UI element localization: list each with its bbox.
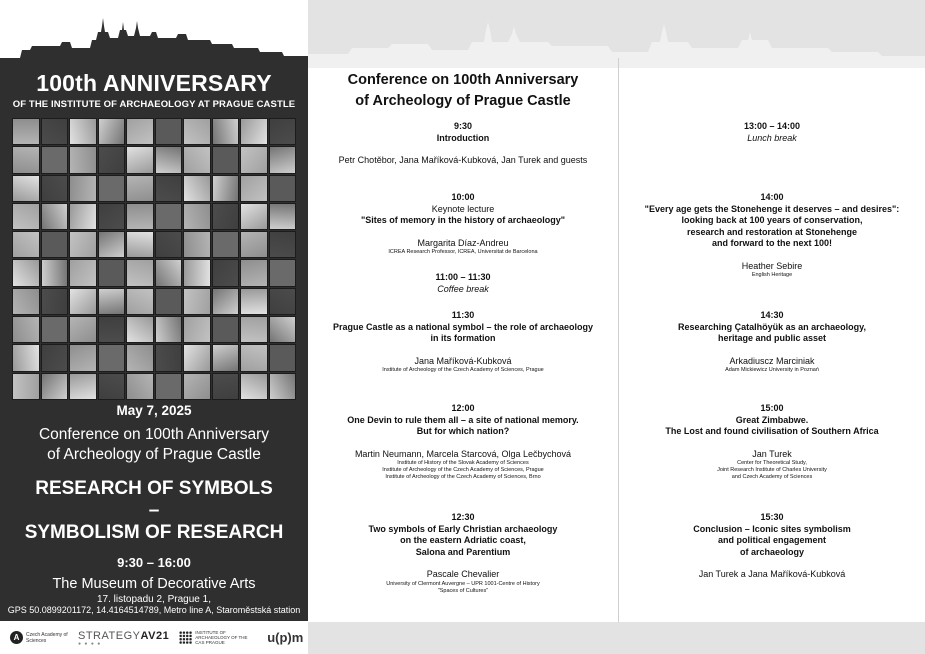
mosaic-photo-tile xyxy=(269,118,297,145)
break-label: Lunch break xyxy=(747,132,797,143)
session-title: Two symbols of Early Christian archaeology xyxy=(368,523,558,534)
mosaic-photo-tile xyxy=(126,259,154,286)
mosaic-photo-tile xyxy=(155,175,183,202)
speaker-name: Heather Sebire xyxy=(741,260,803,271)
mosaic-photo-tile xyxy=(41,203,69,230)
mosaic-photo-tile xyxy=(12,373,40,400)
venue-name: The Museum of Decorative Arts xyxy=(52,576,256,592)
session-time: 14:30 xyxy=(760,310,784,320)
program-item xyxy=(619,310,925,374)
mosaic-photo-tile xyxy=(155,118,183,145)
mosaic-photo-tile xyxy=(12,175,40,202)
mosaic-photo-tile xyxy=(240,231,268,258)
program-item xyxy=(308,121,618,167)
cas-logo-text: Czech Academy of Sciences xyxy=(26,631,68,644)
venue-address: 17. listopadu 2, Prague 1, xyxy=(97,594,211,605)
mosaic-photo-tile xyxy=(98,175,126,202)
session-title: "Sites of memory in the history of archaeology" xyxy=(360,215,566,225)
speaker-affiliation: English Heritage xyxy=(751,272,793,278)
mosaic-photo-tile xyxy=(183,175,211,202)
mosaic-photo-tile xyxy=(41,344,69,371)
conference-name-line1: Conference on 100th Anniversary xyxy=(38,426,270,443)
mosaic-photo-tile xyxy=(240,316,268,343)
speaker-name: Jan Turek xyxy=(752,448,792,459)
mosaic-photo-tile xyxy=(212,175,240,202)
mosaic-photo-tile xyxy=(183,288,211,315)
mosaic-photo-tile xyxy=(69,231,97,258)
mosaic-photo-tile xyxy=(240,146,268,173)
speaker-affiliation: Joint Research Institute of Charles University xyxy=(717,467,827,473)
session-title: heritage and public asset xyxy=(717,333,827,343)
program-item xyxy=(619,121,925,144)
program-item xyxy=(308,512,618,595)
mosaic-photo-tile xyxy=(183,316,211,343)
session-time: 12:30 xyxy=(451,512,475,522)
mosaic-photo-tile xyxy=(12,316,40,343)
mosaic-photo-tile xyxy=(212,344,240,371)
mosaic-photo-tile xyxy=(183,118,211,145)
mosaic-photo-tile xyxy=(155,203,183,230)
mosaic-photo-tile xyxy=(126,373,154,400)
session-time: 15:00 xyxy=(760,403,784,413)
photo-mosaic xyxy=(12,118,296,400)
venue-gps: GPS 50.0899201172, 14.4164514789, Metro line A, Staroměstská station xyxy=(7,605,301,615)
mosaic-photo-tile xyxy=(212,118,240,145)
mosaic-photo-tile xyxy=(240,118,268,145)
mosaic-photo-tile xyxy=(183,146,211,173)
mosaic-photo-tile xyxy=(269,344,297,371)
speaker-affiliation: Adam Mickiewicz University in Poznań xyxy=(725,367,819,373)
break-label: Coffee break xyxy=(437,283,489,294)
session-title: on the eastern Adriatic coast, xyxy=(400,535,526,545)
mosaic-photo-tile xyxy=(41,373,69,400)
mosaic-photo-tile xyxy=(98,231,126,258)
program-panel xyxy=(308,0,925,654)
mosaic-photo-tile xyxy=(41,146,69,173)
mosaic-photo-tile xyxy=(155,259,183,286)
session-title: research and restoration at Stonehenge xyxy=(686,226,858,237)
mosaic-photo-tile xyxy=(240,203,268,230)
anniversary-title: 100th ANNIVERSARY xyxy=(36,70,272,96)
session-title: in its formation xyxy=(430,333,496,343)
anniversary-subtitle: OF THE INSTITUTE OF ARCHAEOLOGY AT PRAGUE CASTLE xyxy=(12,99,296,110)
speaker-affiliation: ICREA Research Professor, ICREA, Universitat de Barcelona xyxy=(388,249,538,255)
mosaic-photo-tile xyxy=(69,373,97,400)
speaker-affiliation: Center for Theoretical Study, xyxy=(737,460,807,466)
session-title: The Lost and found civilisation of Southern Africa xyxy=(665,426,879,436)
program-item xyxy=(619,512,925,581)
program-item xyxy=(619,192,925,279)
speaker-name: Jana Maříková-Kubková xyxy=(414,355,512,366)
mosaic-photo-tile xyxy=(269,316,297,343)
czech-academy-logo xyxy=(10,631,68,644)
mosaic-photo-tile xyxy=(41,288,69,315)
mosaic-photo-tile xyxy=(41,259,69,286)
partner-logos xyxy=(0,621,308,654)
arub-dot-grid-icon xyxy=(179,631,192,644)
speaker-name: Margarita Díaz-Andreu xyxy=(417,237,509,248)
mosaic-photo-tile xyxy=(212,373,240,400)
speaker-affiliation: University of Clermont Auvergne – UPR 1001-Centre of History xyxy=(386,580,540,587)
speaker-affiliation: Institute of Archeology of the Czech Academy of Sciences, Prague xyxy=(382,467,544,473)
speaker-affiliation: Institute of History of the Slovak Academy of Sciences xyxy=(397,460,529,466)
session-title: Keynote lecture xyxy=(431,203,495,214)
mosaic-photo-tile xyxy=(269,288,297,315)
mosaic-photo-tile xyxy=(212,316,240,343)
mosaic-photo-tile xyxy=(12,118,40,145)
session-title: Introduction xyxy=(436,132,490,143)
mosaic-photo-tile xyxy=(12,146,40,173)
program-bottom-band xyxy=(308,622,925,654)
mosaic-photo-tile xyxy=(183,373,211,400)
mosaic-photo-tile xyxy=(12,259,40,286)
faded-skyline-icon xyxy=(308,20,925,68)
mosaic-photo-tile xyxy=(98,118,126,145)
mosaic-photo-tile xyxy=(212,203,240,230)
speaker-name: Petr Chotěbor, Jana Maříková-Kubková, Jan Turek and guests xyxy=(338,155,588,165)
program-item xyxy=(308,272,618,295)
program-item xyxy=(308,310,618,374)
session-title: Conclusion – Iconic sites symbolism xyxy=(693,523,851,534)
mosaic-photo-tile xyxy=(212,146,240,173)
mosaic-photo-tile xyxy=(212,259,240,286)
mosaic-photo-tile xyxy=(69,175,97,202)
mosaic-photo-tile xyxy=(98,288,126,315)
conference-name-line2: of Archeology of Prague Castle xyxy=(47,446,261,463)
mosaic-photo-tile xyxy=(155,316,183,343)
mosaic-photo-tile xyxy=(12,344,40,371)
session-title: One Devin to rule them all – a site of national memory. xyxy=(347,414,579,425)
mosaic-photo-tile xyxy=(183,231,211,258)
mosaic-photo-tile xyxy=(155,146,183,173)
session-title: "Every age gets the Stonehenge it deserves – and desires": xyxy=(644,203,900,214)
mosaic-photo-tile xyxy=(12,288,40,315)
mosaic-photo-tile xyxy=(126,175,154,202)
speaker-affiliation: Institute of Archeology of the Czech Academy of Sciences, Prague xyxy=(382,367,544,373)
prague-castle-skyline-icon xyxy=(0,18,308,73)
mosaic-photo-tile xyxy=(183,344,211,371)
session-title: and forward to the next 100! xyxy=(711,238,833,248)
session-title: But for which nation? xyxy=(416,426,510,436)
mosaic-photo-tile xyxy=(269,373,297,400)
mosaic-photo-tile xyxy=(41,118,69,145)
program-title-line2: of Archeology of Prague Castle xyxy=(355,93,571,109)
speaker-affiliation: and Czech Academy of Sciences xyxy=(731,474,813,480)
session-time: 12:00 xyxy=(451,403,475,413)
strategy-logo-text: STRATEGY xyxy=(78,629,141,642)
mosaic-photo-tile xyxy=(240,344,268,371)
mosaic-photo-tile xyxy=(12,203,40,230)
mosaic-photo-tile xyxy=(98,344,126,371)
strategy-logo-bold: AV21 xyxy=(140,629,170,642)
session-title: Prague Castle as a national symbol – the role of archaeology xyxy=(332,321,594,332)
session-time: 11:30 xyxy=(451,310,475,320)
institute-archaeology-logo xyxy=(179,630,257,645)
mosaic-photo-tile xyxy=(155,288,183,315)
poster-panel xyxy=(0,0,308,654)
mosaic-photo-tile xyxy=(69,316,97,343)
mosaic-photo-tile xyxy=(269,203,297,230)
mosaic-photo-tile xyxy=(126,118,154,145)
mosaic-photo-tile xyxy=(183,259,211,286)
mosaic-photo-tile xyxy=(240,175,268,202)
mosaic-photo-tile xyxy=(269,175,297,202)
speaker-affiliation: "Spaces of Cultures" xyxy=(437,587,489,594)
program-item xyxy=(308,192,618,256)
theme-line2: SYMBOLISM OF RESEARCH xyxy=(24,522,284,543)
mosaic-photo-tile xyxy=(41,175,69,202)
mosaic-photo-tile xyxy=(212,288,240,315)
mosaic-photo-tile xyxy=(98,203,126,230)
speaker-name: Jan Turek a Jana Maříková-Kubková xyxy=(698,569,846,579)
mosaic-photo-tile xyxy=(41,316,69,343)
session-time: 14:00 xyxy=(760,192,784,202)
mosaic-photo-tile xyxy=(240,288,268,315)
session-time: 13:00 – 14:00 xyxy=(743,121,801,131)
mosaic-photo-tile xyxy=(183,203,211,230)
mosaic-photo-tile xyxy=(41,231,69,258)
mosaic-photo-tile xyxy=(269,259,297,286)
speaker-name: Arkadiuscz Marciniak xyxy=(729,355,815,366)
session-time: 10:00 xyxy=(451,192,475,202)
mosaic-photo-tile xyxy=(69,118,97,145)
mosaic-photo-tile xyxy=(155,373,183,400)
mosaic-photo-tile xyxy=(69,288,97,315)
mosaic-photo-tile xyxy=(155,344,183,371)
theme-dash: – xyxy=(148,500,160,521)
session-title: and political engagement xyxy=(717,535,827,545)
mosaic-photo-tile xyxy=(126,316,154,343)
strategy-logo-dots: ● ● ● ● xyxy=(78,640,102,647)
speaker-affiliation: Institute of Archeology of the Czech Academy of Sciences, Brno xyxy=(385,474,541,480)
mosaic-photo-tile xyxy=(69,259,97,286)
mosaic-photo-tile xyxy=(240,259,268,286)
strategy-av21-logo xyxy=(78,630,169,646)
speaker-name: Pascale Chevalier xyxy=(426,569,500,579)
session-title: of archaeology xyxy=(739,546,804,557)
mosaic-photo-tile xyxy=(126,344,154,371)
speaker-name: Martin Neumann, Marcela Starcová, Olga Lečbychová xyxy=(354,448,572,459)
program-item xyxy=(619,403,925,481)
mosaic-photo-tile xyxy=(269,146,297,173)
mosaic-photo-tile xyxy=(212,231,240,258)
mosaic-photo-tile xyxy=(69,344,97,371)
session-time: 9:30 xyxy=(453,121,472,131)
arub-logo-text: INSTITUTE OF ARCHAEOLOGY OF THE CAS PRAGUE xyxy=(195,630,248,645)
mosaic-photo-tile xyxy=(98,373,126,400)
program-title-line1: Conference on 100th Anniversary xyxy=(347,72,579,88)
mosaic-photo-tile xyxy=(69,203,97,230)
mosaic-photo-tile xyxy=(12,231,40,258)
mosaic-photo-tile xyxy=(126,146,154,173)
mosaic-photo-tile xyxy=(69,146,97,173)
cas-logo-icon: A xyxy=(10,631,23,644)
mosaic-photo-tile xyxy=(240,373,268,400)
theme-line1: RESEARCH OF SYMBOLS xyxy=(35,478,273,499)
mosaic-photo-tile xyxy=(126,203,154,230)
session-title: looking back at 100 years of conservation, xyxy=(681,215,863,225)
mosaic-photo-tile xyxy=(98,146,126,173)
mosaic-photo-tile xyxy=(126,288,154,315)
session-title: Salona and Parentium xyxy=(415,546,511,557)
mosaic-photo-tile xyxy=(126,231,154,258)
mosaic-photo-tile xyxy=(98,259,126,286)
session-time: 15:30 xyxy=(760,512,784,522)
mosaic-photo-tile xyxy=(98,316,126,343)
session-title: Researching Çatalhöyük as an archaeology, xyxy=(678,321,866,332)
mosaic-photo-tile xyxy=(155,231,183,258)
session-time: 11:00 – 11:30 xyxy=(435,272,491,282)
conference-date: May 7, 2025 xyxy=(116,403,192,418)
session-title: Great Zimbabwe. xyxy=(735,414,809,425)
conference-time-range: 9:30 – 16:00 xyxy=(117,555,191,570)
upm-logo: u(p)m xyxy=(267,630,304,645)
program-item xyxy=(308,403,618,481)
mosaic-photo-tile xyxy=(269,231,297,258)
